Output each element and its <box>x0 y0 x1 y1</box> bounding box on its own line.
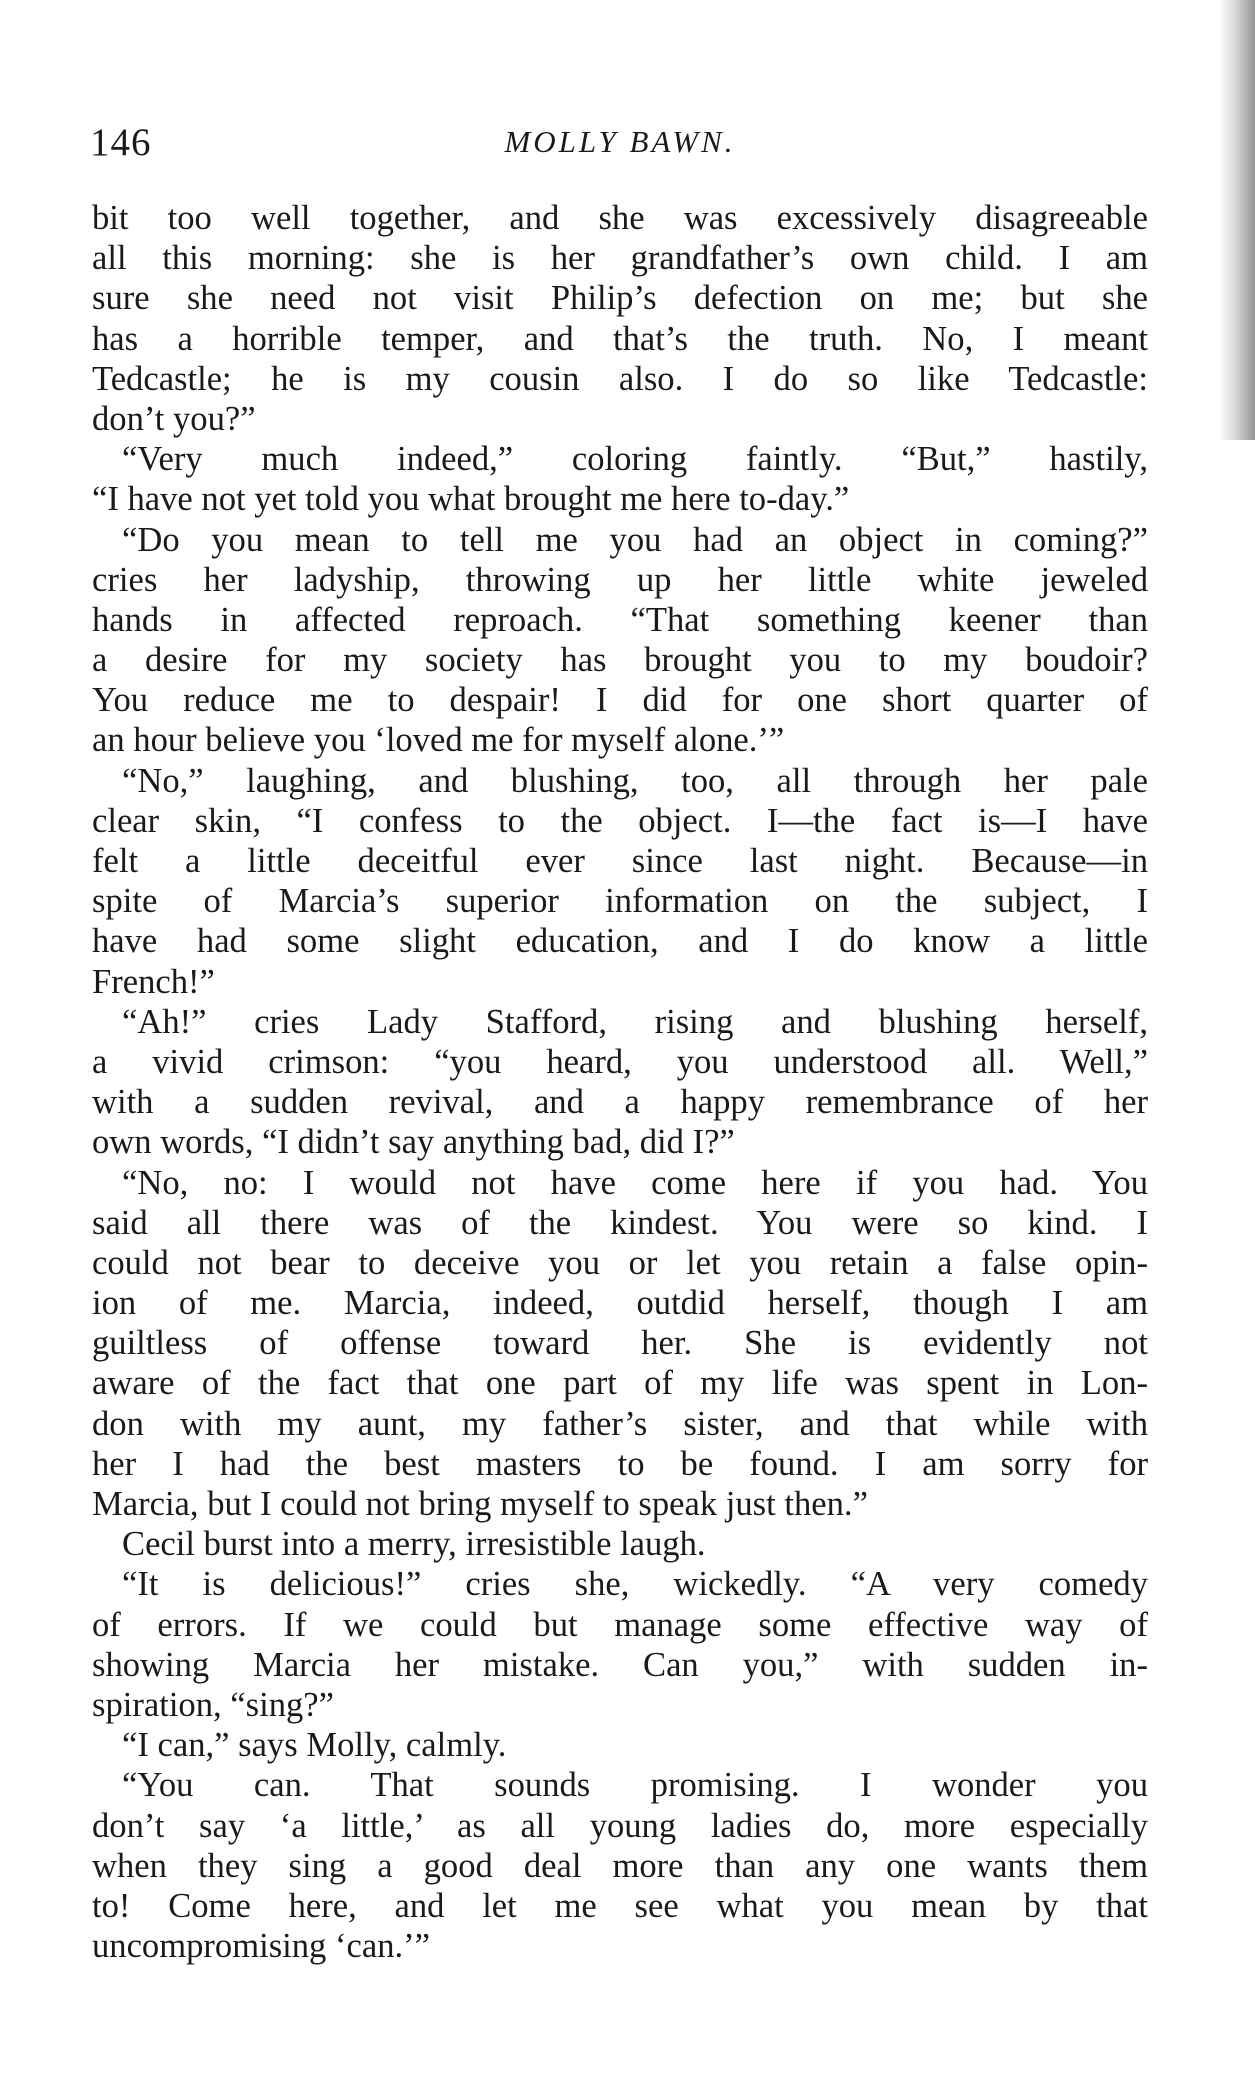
text-line: all this morning: she is her grandfather’s own child. I am <box>92 239 1148 278</box>
text-line: “No,” laughing, and blushing, too, all through her pale <box>122 761 1148 800</box>
text-line: when they sing a good deal more than any one wants them <box>92 1846 1148 1885</box>
text-line: guiltless of offense toward her. She is evidently not <box>92 1324 1148 1363</box>
text-line: said all there was of the kindest. You were so kind. I <box>92 1203 1148 1242</box>
text-line: spite of Marcia’s superior information on the subject, I <box>92 882 1148 921</box>
text-line: clear skin, “I confess to the object. I—the fact is—I have <box>92 801 1148 840</box>
text-line: an hour believe you ‘loved me for myself alone.’” <box>92 721 785 760</box>
text-line: don’t you?” <box>92 399 256 438</box>
text-line: “Very much indeed,” coloring faintly. “But,” hastily, <box>122 440 1148 479</box>
text-line: “Do you mean to tell me you had an object in coming?” <box>122 520 1148 559</box>
text-line: uncompromising ‘can.’” <box>92 1927 430 1966</box>
text-line: “You can. That sounds promising. I wonder you <box>122 1766 1148 1805</box>
text-line: ion of me. Marcia, indeed, outdid herself, though I am <box>92 1284 1148 1323</box>
text-line: with a sudden revival, and a happy remembrance of her <box>92 1083 1148 1122</box>
text-line: own words, “I didn’t say anything bad, did I?” <box>92 1123 735 1162</box>
scan-edge-shadow <box>1219 0 1255 440</box>
text-line: sure she need not visit Philip’s defection on me; but she <box>92 279 1148 318</box>
text-line: spiration, “sing?” <box>92 1685 334 1724</box>
text-line: a desire for my society has brought you to my boudoir? <box>92 641 1148 680</box>
text-line: French!” <box>92 962 215 1001</box>
text-line: her I had the best masters to be found. I am sorry for <box>92 1444 1148 1483</box>
text-line: “I can,” says Molly, calmly. <box>122 1726 507 1765</box>
text-line: You reduce me to despair! I did for one short quarter of <box>92 681 1148 720</box>
text-line: cries her ladyship, throwing up her little white jeweled <box>92 560 1148 599</box>
text-line: a vivid crimson: “you heard, you understood all. Well,” <box>92 1042 1148 1081</box>
text-line: don with my aunt, my father’s sister, and that while with <box>92 1404 1148 1443</box>
text-line: Tedcastle; he is my cousin also. I do so like Tedcastle: <box>92 359 1148 398</box>
text-line: could not bear to deceive you or let you retain a false opin- <box>92 1243 1148 1282</box>
text-line: “Ah!” cries Lady Stafford, rising and blushing herself, <box>122 1002 1148 1041</box>
text-line: have had some slight education, and I do know a little <box>92 922 1148 961</box>
page-number: 146 <box>90 121 152 164</box>
text-line: showing Marcia her mistake. Can you,” with sudden in- <box>92 1645 1148 1684</box>
text-line: “It is delicious!” cries she, wickedly. “A very comedy <box>122 1565 1148 1604</box>
body-text <box>92 198 1148 1966</box>
text-line: “I have not yet told you what brought me here to-day.” <box>92 480 850 519</box>
text-line: Marcia, but I could not bring myself to speak just then.” <box>92 1485 868 1523</box>
text-line: “No, no: I would not have come here if you had. You <box>122 1163 1148 1202</box>
text-line: hands in affected reproach. “That something keener than <box>92 600 1148 639</box>
text-line: has a horrible temper, and that’s the truth. No, I meant <box>92 319 1148 358</box>
text-line: Cecil burst into a merry, irresistible laugh. <box>122 1525 706 1564</box>
text-line: aware of the fact that one part of my life was spent in Lon- <box>92 1364 1148 1403</box>
page-header <box>90 120 1150 170</box>
text-line: don’t say ‘a little,’ as all young ladies do, more especially <box>92 1806 1148 1845</box>
text-line: felt a little deceitful ever since last night. Because—in <box>92 842 1148 880</box>
running-title: MOLLY BAWN. <box>504 124 736 159</box>
text-line: bit too well together, and she was excessively disagreeable <box>92 199 1148 237</box>
text-line: of errors. If we could but manage some effective way of <box>92 1605 1148 1644</box>
text-line: to! Come here, and let me see what you mean by that <box>92 1886 1148 1925</box>
